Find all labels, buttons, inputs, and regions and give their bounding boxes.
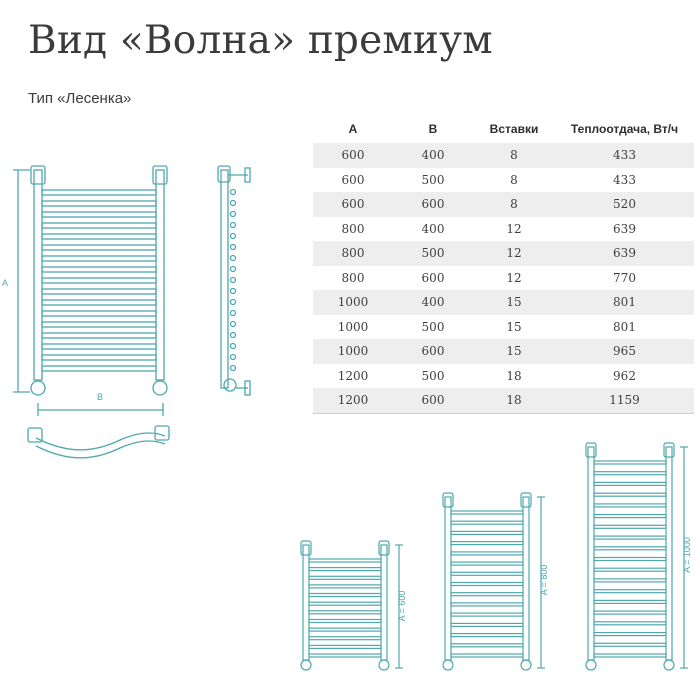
cell-inserts: 12 xyxy=(506,246,522,261)
crossbar xyxy=(42,223,156,228)
cell-a: 800 xyxy=(341,246,365,261)
size-crossbar xyxy=(451,593,523,596)
size-right-rail xyxy=(523,497,529,660)
size-crossbar xyxy=(309,594,381,597)
crossbar xyxy=(42,300,156,305)
size-crossbar xyxy=(451,552,523,555)
cell-heat-output: 433 xyxy=(613,148,636,163)
bar-stub xyxy=(231,355,236,360)
size-crossbar xyxy=(451,603,523,606)
col-header-b: B xyxy=(428,122,438,136)
bar-stub xyxy=(231,212,236,217)
cell-a: 1200 xyxy=(313,388,393,413)
top-left-cap xyxy=(31,166,45,184)
cell-heat-output: 962 xyxy=(613,368,636,383)
cell-b: 400 xyxy=(421,148,445,163)
cell-b: 600 xyxy=(393,388,473,413)
cell-b: 500 xyxy=(421,172,445,187)
size-crossbar xyxy=(451,644,523,647)
size-crossbar xyxy=(451,634,523,637)
size-bottom-fitting xyxy=(443,660,453,670)
cell-heat-output: 965 xyxy=(613,344,636,359)
size-crossbar xyxy=(594,579,666,582)
bottom-right-fitting xyxy=(153,381,167,395)
size-crossbar xyxy=(594,536,666,539)
size-crossbar xyxy=(594,472,666,475)
side-view-drawing xyxy=(218,166,250,395)
cell-a: 800 xyxy=(341,221,365,236)
size-crossbar xyxy=(451,654,523,657)
size-crossbar xyxy=(594,600,666,603)
size-bottom-fitting xyxy=(586,660,596,670)
bottom-left-fitting xyxy=(31,381,45,395)
size-crossbar xyxy=(594,461,666,464)
size-crossbar xyxy=(451,613,523,616)
crossbar xyxy=(42,256,156,261)
size-crossbar xyxy=(594,515,666,518)
size-drawing-3 xyxy=(586,443,688,670)
cell-heat-output: 1159 xyxy=(555,388,694,413)
cell-a: 1000 xyxy=(337,295,369,310)
size-crossbar xyxy=(309,645,381,648)
side-view-bar-stubs xyxy=(231,190,236,371)
size-crossbar xyxy=(594,622,666,625)
size-crossbar xyxy=(594,504,666,507)
page-title: Вид «Волна» премиум xyxy=(28,18,493,63)
size-label: A = 600 xyxy=(397,590,407,622)
size-left-rail xyxy=(445,497,451,660)
bar-stub xyxy=(231,234,236,239)
bar-stub xyxy=(231,300,236,305)
cell-b: 600 xyxy=(421,270,445,285)
crossbar xyxy=(42,234,156,239)
crossbar xyxy=(42,322,156,327)
size-crossbar xyxy=(594,547,666,550)
bar-stub xyxy=(231,190,236,195)
cell-a: 1200 xyxy=(337,368,369,383)
bar-stub xyxy=(231,289,236,294)
size-bottom-fitting xyxy=(664,660,674,670)
top-view-wave-inner xyxy=(36,441,165,458)
cell-inserts: 8 xyxy=(510,197,518,212)
crossbar xyxy=(42,333,156,338)
size-drawing-1 xyxy=(301,541,403,670)
size-bottom-fitting xyxy=(301,660,311,670)
cell-heat-output: 770 xyxy=(613,270,636,285)
crossbar xyxy=(42,366,156,371)
right-rail xyxy=(156,170,164,380)
cell-a: 600 xyxy=(341,148,365,163)
size-crossbar xyxy=(594,611,666,614)
cell-a: 1000 xyxy=(337,319,369,334)
crossbar xyxy=(42,245,156,250)
size-crossbar xyxy=(309,585,381,588)
size-crossbar xyxy=(594,482,666,485)
crossbar xyxy=(42,267,156,272)
crossbar xyxy=(42,201,156,206)
col-header-heat-output: Теплоотдача, Вт/ч xyxy=(570,122,679,136)
cell-a: 800 xyxy=(341,270,365,285)
size-crossbar xyxy=(594,643,666,646)
cell-heat-output: 639 xyxy=(613,221,636,236)
page-subtitle: Тип «Лесенка» xyxy=(28,90,132,107)
cell-a: 1000 xyxy=(337,344,369,359)
size-crossbar xyxy=(594,558,666,561)
dimension-b-label: B xyxy=(97,392,104,402)
size-crossbar xyxy=(594,525,666,528)
cell-inserts: 12 xyxy=(506,270,522,285)
dimension-a-label: A xyxy=(2,278,9,288)
bar-stub xyxy=(231,278,236,283)
size-crossbar xyxy=(451,531,523,534)
size-crossbar xyxy=(594,654,666,657)
bar-stub xyxy=(231,311,236,316)
front-view-drawing xyxy=(13,166,167,416)
bar-stub xyxy=(231,322,236,327)
size-crossbar xyxy=(309,611,381,614)
size-crossbar xyxy=(594,590,666,593)
cell-a: 600 xyxy=(341,172,365,187)
top-right-cap xyxy=(153,166,167,184)
size-label: A = 800 xyxy=(539,564,549,596)
size-crossbar xyxy=(309,620,381,623)
crossbar xyxy=(42,344,156,349)
crossbar xyxy=(42,190,156,195)
crossbar xyxy=(42,278,156,283)
crossbar xyxy=(42,355,156,360)
size-crossbar xyxy=(309,568,381,571)
top-view-drawing xyxy=(28,426,169,458)
crossbar xyxy=(42,289,156,294)
cell-b: 600 xyxy=(421,197,445,212)
size-crossbar xyxy=(594,493,666,496)
cell-a: 600 xyxy=(341,197,365,212)
cell-b: 600 xyxy=(421,344,445,359)
side-view-rail xyxy=(221,170,228,388)
size-crossbar xyxy=(309,654,381,657)
size-comparison-drawings xyxy=(301,443,692,670)
size-right-rail xyxy=(666,447,672,660)
size-crossbar xyxy=(451,623,523,626)
bar-stub xyxy=(231,256,236,261)
size-left-rail xyxy=(588,447,594,660)
cell-inserts: 12 xyxy=(506,221,522,236)
cell-b: 500 xyxy=(421,368,445,383)
cell-inserts: 18 xyxy=(473,388,555,413)
cell-inserts: 15 xyxy=(506,319,522,334)
size-crossbar xyxy=(451,511,523,514)
cell-b: 500 xyxy=(421,246,445,261)
size-drawing-2 xyxy=(443,493,545,670)
cell-heat-output: 433 xyxy=(613,172,636,187)
size-crossbar xyxy=(309,637,381,640)
cell-inserts: 15 xyxy=(506,344,522,359)
size-bottom-fitting xyxy=(379,660,389,670)
cell-heat-output: 801 xyxy=(613,319,636,334)
cell-b: 400 xyxy=(421,221,445,236)
cell-heat-output: 639 xyxy=(613,246,636,261)
bar-stub xyxy=(231,245,236,250)
size-crossbar xyxy=(451,562,523,565)
size-bottom-fitting xyxy=(521,660,531,670)
cell-inserts: 8 xyxy=(510,148,518,163)
size-left-rail xyxy=(303,545,309,660)
crossbar xyxy=(42,311,156,316)
bar-stub xyxy=(231,344,236,349)
bar-stub xyxy=(231,333,236,338)
cell-b: 500 xyxy=(421,319,445,334)
left-rail xyxy=(34,170,42,380)
bar-stub xyxy=(231,366,236,371)
cell-heat-output: 801 xyxy=(613,295,636,310)
size-crossbar xyxy=(451,572,523,575)
size-crossbar xyxy=(594,633,666,636)
size-right-rail xyxy=(381,545,387,660)
cell-inserts: 15 xyxy=(506,295,522,310)
front-view-crossbars xyxy=(42,190,156,371)
cell-b: 400 xyxy=(421,295,445,310)
cell-heat-output: 520 xyxy=(613,197,636,212)
col-header-a: A xyxy=(348,122,358,136)
cell-inserts: 18 xyxy=(506,368,522,383)
cell-inserts: 8 xyxy=(510,172,518,187)
bar-stub xyxy=(231,201,236,206)
size-crossbar xyxy=(309,628,381,631)
col-header-inserts: Вставки xyxy=(489,122,539,136)
size-crossbar xyxy=(594,568,666,571)
crossbar xyxy=(42,212,156,217)
size-crossbar xyxy=(451,583,523,586)
size-crossbar xyxy=(309,602,381,605)
size-crossbar xyxy=(451,521,523,524)
size-crossbar xyxy=(309,576,381,579)
size-crossbar xyxy=(451,542,523,545)
top-view-right-mount xyxy=(155,426,169,440)
size-crossbar xyxy=(309,559,381,562)
size-label: A = 1000 xyxy=(682,537,692,573)
bar-stub xyxy=(231,223,236,228)
bar-stub xyxy=(231,267,236,272)
